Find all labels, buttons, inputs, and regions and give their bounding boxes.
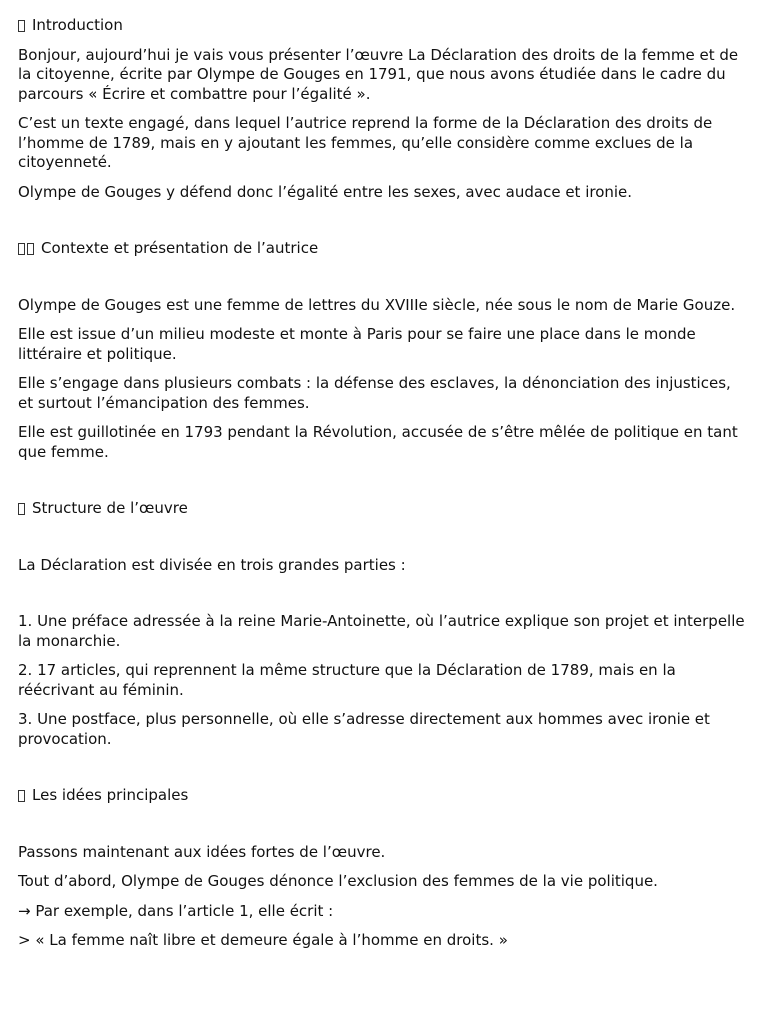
heading-idees-text: Les idées principales <box>32 786 189 804</box>
intro-paragraph-1: Bonjour, aujourd’hui je vais vous présenter l’œuvre La Déclaration des droits de la femme et de la citoyenne, écrite par Olympe de Gouges en 1791, que nous avons étudiée dans le cadre du parcours « Écrire et combattre pour l’égalité ». <box>18 45 739 103</box>
idees-paragraph-1: Passons maintenant aux idées fortes de l’œuvre. <box>18 842 386 861</box>
heading-introduction-text: Introduction <box>32 16 123 34</box>
idees-paragraph-2: Tout d’abord, Olympe de Gouges dénonce l’exclusion des femmes de la vie politique. <box>18 872 658 890</box>
contexte-paragraph-2: Elle est issue d’un milieu modeste et monte à Paris pour se faire une place dans le monde littéraire et politique. <box>18 325 696 363</box>
structure-item-3: 3. Une postface, plus personnelle, où elle s’adresse directement aux hommes avec ironie et provocation. <box>18 710 710 748</box>
structure-item-2: 2. 17 articles, qui reprennent la même structure que la Déclaration de 1789, mais en la réécrivant au féminin. <box>18 661 676 699</box>
heading-contexte-text: Contexte et présentation de l’autrice <box>41 239 319 257</box>
structure-item-1: 1. Une préface adressée à la reine Marie-Antoinette, où l’autrice explique son projet et interpelle la monarchie. <box>18 612 745 650</box>
missing-emoji-icon <box>18 790 25 802</box>
contexte-paragraph-3: Elle s’engage dans plusieurs combats : la défense des esclaves, la dénonciation des injustices, et surtout l’émancipation des femmes. <box>18 374 731 412</box>
missing-emoji-icon <box>18 243 25 255</box>
heading-structure-text: Structure de l’œuvre <box>32 499 188 517</box>
missing-emoji-icon <box>18 20 25 32</box>
missing-emoji-icon <box>18 503 25 515</box>
heading-structure <box>18 499 750 519</box>
contexte-paragraph-1: Olympe de Gouges est une femme de lettres du XVIIIe siècle, née sous le nom de Marie Gouze. <box>18 295 736 314</box>
heading-contexte <box>18 239 750 259</box>
missing-emoji-icon <box>27 243 34 255</box>
idees-quote: > « La femme naît libre et demeure égale à l’homme en droits. » <box>18 931 508 949</box>
intro-paragraph-3: Olympe de Gouges y défend donc l’égalité entre les sexes, avec audace et ironie. <box>18 182 633 201</box>
idees-paragraph-3: → Par exemple, dans l’article 1, elle écrit : <box>18 901 334 920</box>
heading-introduction <box>18 16 750 36</box>
structure-intro: La Déclaration est divisée en trois grandes parties : <box>18 555 406 574</box>
intro-paragraph-2: C’est un texte engagé, dans lequel l’autrice reprend la forme de la Déclaration des droits de l’homme de 1789, mais en y ajoutant les femmes, qu’elle considère comme exclues de la citoyenneté. <box>18 114 713 171</box>
contexte-paragraph-4: Elle est guillotinée en 1793 pendant la Révolution, accusée de s’être mêlée de politique en tant que femme. <box>18 423 738 461</box>
heading-idees <box>18 786 750 806</box>
